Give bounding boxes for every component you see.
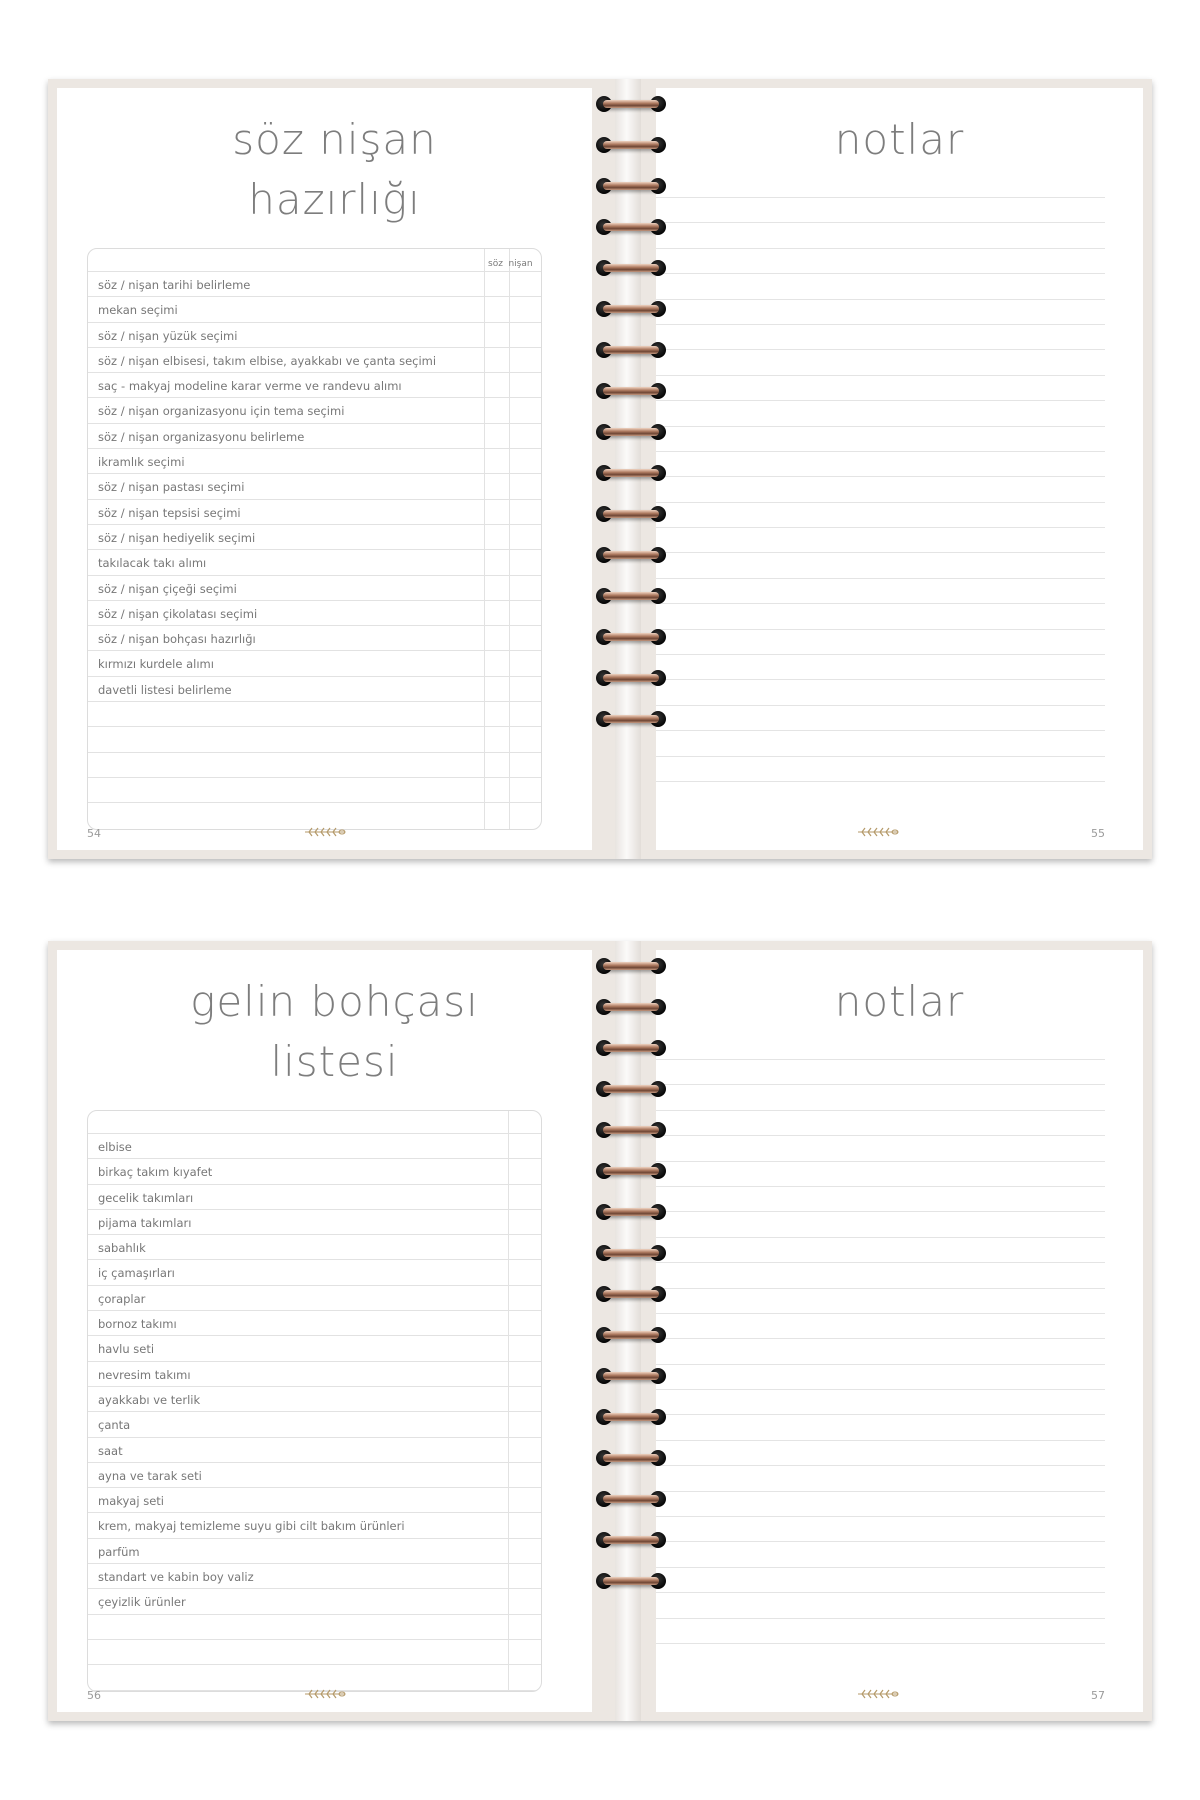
ruled-line[interactable] [656, 1618, 1105, 1643]
ruled-line[interactable] [656, 781, 1105, 806]
ruled-line[interactable] [656, 578, 1105, 603]
checklist-row[interactable] [88, 271, 541, 296]
binding-ring [603, 141, 659, 149]
ruled-line[interactable] [656, 629, 1105, 654]
binding-ring [603, 1126, 659, 1134]
ruled-line[interactable] [656, 1491, 1105, 1516]
spiral-coil [596, 341, 666, 359]
spiral-coil [596, 1490, 666, 1508]
spiral-coil [596, 505, 666, 523]
checklist-item-text: söz / nişan organizasyonu belirleme [98, 429, 305, 444]
column-header: söz [488, 259, 503, 269]
left-page [57, 88, 592, 850]
checklist-item-text: söz / nişan pastası seçimi [98, 480, 245, 495]
checklist-row[interactable] [88, 1437, 541, 1462]
laurel-branch-icon [303, 826, 347, 838]
binding-ring [603, 1577, 659, 1585]
binding-ring [603, 100, 659, 108]
checklist-item-text: mekan seçimi [98, 303, 178, 318]
ruled-line[interactable] [656, 756, 1105, 781]
spiral-coil [596, 259, 666, 277]
right-page [656, 88, 1143, 850]
binding-ring [603, 1167, 659, 1175]
checklist-row[interactable] [88, 1259, 541, 1284]
title-line-2: hazırlığı [248, 175, 421, 224]
checklist-item-text: davetli listesi belirleme [98, 682, 232, 697]
checklist-item-text: parfüm [98, 1544, 140, 1559]
ruled-line[interactable] [656, 1567, 1105, 1592]
checklist-item-text: saç - makyaj modeline karar verme ve randevu alımı [98, 379, 402, 394]
spiral-binding [568, 941, 678, 1721]
ruled-line[interactable] [656, 1084, 1105, 1109]
spiral-coil [596, 1121, 666, 1139]
ruled-line[interactable] [656, 1211, 1105, 1236]
checklist-row[interactable] [88, 1335, 541, 1360]
checklist-row[interactable] [88, 1184, 541, 1209]
spiral-coil [596, 1080, 666, 1098]
title-line-2: listesi [270, 1037, 399, 1086]
checklist-item-text: ayna ve tarak seti [98, 1468, 202, 1483]
binding-ring [603, 715, 659, 723]
spiral-coil [596, 382, 666, 400]
checklist-row[interactable] [88, 1158, 541, 1183]
checklist-row[interactable] [88, 347, 541, 372]
checklist-item-text: gecelik takımları [98, 1190, 194, 1205]
checklist-row[interactable] [88, 322, 541, 347]
binding-ring [603, 305, 659, 313]
spiral-coil [596, 1203, 666, 1221]
binding-ring [603, 387, 659, 395]
binding-ring [603, 1536, 659, 1544]
spiral-coil [596, 587, 666, 605]
ruled-line[interactable] [656, 552, 1105, 577]
spiral-coil [596, 1531, 666, 1549]
ruled-line[interactable] [656, 1186, 1105, 1211]
checklist-item-text: söz / nişan tepsisi seçimi [98, 505, 241, 520]
ruled-line[interactable] [656, 730, 1105, 755]
ruled-line[interactable] [656, 502, 1105, 527]
spiral-coil [596, 1367, 666, 1385]
ruled-line[interactable] [656, 1262, 1105, 1287]
ruled-line[interactable] [656, 1414, 1105, 1439]
binding-ring [603, 1290, 659, 1298]
checklist-row[interactable] [88, 1664, 541, 1689]
binding-ring [603, 1331, 659, 1339]
checklist-item-text: elbise [98, 1140, 132, 1154]
checklist-item-text: söz / nişan organizasyonu için tema seçimi [98, 404, 345, 419]
binding-ring [603, 264, 659, 272]
binding-ring [603, 1003, 659, 1011]
checklist-item-text: takılacak takı alımı [98, 556, 207, 571]
checklist-table [87, 1110, 542, 1692]
ruled-line[interactable] [656, 197, 1105, 222]
checklist-row[interactable] [88, 1285, 541, 1310]
checklist-row[interactable] [88, 1361, 541, 1386]
binding-ring [603, 1044, 659, 1052]
checklist-row[interactable] [88, 1614, 541, 1639]
checklist-item-text: söz / nişan hediyelik seçimi [98, 530, 256, 545]
spiral-coil [596, 998, 666, 1016]
page-title [77, 110, 592, 230]
checklist-row[interactable] [88, 600, 541, 625]
spiral-coil [596, 1449, 666, 1467]
ruled-line[interactable] [656, 705, 1105, 730]
ruled-line[interactable] [656, 603, 1105, 628]
ruled-line[interactable] [656, 324, 1105, 349]
checklist-item-text: nevresim takımı [98, 1367, 191, 1382]
spiral-coil [596, 628, 666, 646]
checklist-row[interactable] [88, 1563, 541, 1588]
ruled-line[interactable] [656, 1516, 1105, 1541]
notebook-spread [48, 79, 1152, 859]
binding-ring [603, 223, 659, 231]
checklist-item-text: krem, makyaj temizleme suyu gibi cilt bakım ürünleri [98, 1519, 405, 1534]
ruled-line[interactable] [656, 451, 1105, 476]
ruled-line[interactable] [656, 222, 1105, 247]
page-title [77, 972, 592, 1092]
ruled-line[interactable] [656, 375, 1105, 400]
left-page [57, 950, 592, 1712]
ruled-line[interactable] [656, 1541, 1105, 1566]
ruled-line[interactable] [656, 248, 1105, 273]
spiral-coil [596, 1408, 666, 1426]
laurel-branch-icon [856, 826, 900, 838]
checklist-row[interactable] [88, 726, 541, 751]
ruled-line[interactable] [656, 426, 1105, 451]
checklist-row[interactable] [88, 549, 541, 574]
checklist-item-text: söz / nişan çikolatası seçimi [98, 606, 258, 621]
laurel-branch-icon [303, 1688, 347, 1700]
ruled-line[interactable] [656, 1161, 1105, 1186]
checklist-row[interactable] [88, 1133, 541, 1158]
checklist-row[interactable] [88, 1310, 541, 1335]
checklist-table [87, 248, 542, 830]
checklist-row[interactable] [88, 448, 541, 473]
checklist-item-text: pijama takımları [98, 1215, 192, 1230]
checklist-row[interactable] [88, 777, 541, 802]
spiral-coil [596, 546, 666, 564]
ruled-line[interactable] [656, 1592, 1105, 1617]
checklist-item-text: söz / nişan çiçeği seçimi [98, 581, 237, 596]
table-header-row [88, 249, 541, 271]
spiral-binding [568, 79, 678, 859]
spiral-coil [596, 1244, 666, 1262]
checklist-item-text: standart ve kabin boy valiz [98, 1570, 254, 1585]
binding-ring [603, 633, 659, 641]
checklist-item-text: söz / nişan elbisesi, takım elbise, ayakkabı ve çanta seçimi [98, 353, 437, 368]
ruled-line[interactable] [656, 400, 1105, 425]
spiral-coil [596, 95, 666, 113]
table-header-row [88, 1111, 541, 1133]
right-page [656, 950, 1143, 1712]
ruled-line[interactable] [656, 1389, 1105, 1414]
ruled-line[interactable] [656, 476, 1105, 501]
laurel-branch-icon [856, 1688, 900, 1700]
checklist-row[interactable] [88, 625, 541, 650]
binding-ring [603, 1372, 659, 1380]
checklist-row[interactable] [88, 1411, 541, 1436]
binding-ring [603, 551, 659, 559]
notes-title: notlar [834, 115, 965, 164]
ruled-line[interactable] [656, 679, 1105, 704]
checklist-row[interactable] [88, 423, 541, 448]
spiral-coil [596, 1326, 666, 1344]
checklist-row[interactable] [88, 701, 541, 726]
ruled-line[interactable] [656, 527, 1105, 552]
binding-ring [603, 428, 659, 436]
binding-ring [603, 469, 659, 477]
checklist-item-text: kırmızı kurdele alımı [98, 657, 214, 672]
checklist-row[interactable] [88, 1588, 541, 1613]
binding-ring [603, 592, 659, 600]
ruled-line[interactable] [656, 1313, 1105, 1338]
title-line-1: gelin bohçası [190, 977, 479, 1026]
ruled-line[interactable] [656, 1338, 1105, 1363]
spiral-coil [596, 177, 666, 195]
ruled-line[interactable] [656, 1288, 1105, 1313]
binding-ring [603, 182, 659, 190]
checklist-item-text: saat [98, 1443, 123, 1458]
checklist-row[interactable] [88, 802, 541, 827]
column-header: nişan [508, 259, 533, 269]
binding-ring [603, 1208, 659, 1216]
spiral-coil [596, 1039, 666, 1057]
checklist-row[interactable] [88, 1639, 541, 1664]
checklist-item-text: ayakkabı ve terlik [98, 1392, 201, 1407]
title-line-1: söz nişan [232, 115, 437, 164]
checklist-item-text: söz / nişan yüzük seçimi [98, 328, 238, 343]
spiral-coil [596, 300, 666, 318]
checklist-row[interactable] [88, 752, 541, 777]
checklist-item-text: makyaj seti [98, 1494, 164, 1509]
binding-ring [603, 346, 659, 354]
page-number: 55 [1091, 827, 1105, 840]
checklist-item-text: havlu seti [98, 1342, 155, 1357]
spiral-coil [596, 464, 666, 482]
checklist-item-text: çeyizlik ürünler [98, 1595, 186, 1610]
spiral-coil [596, 423, 666, 441]
checklist-item-text: iç çamaşırları [98, 1266, 175, 1281]
checklist-row[interactable] [88, 397, 541, 422]
page-number: 54 [87, 827, 101, 840]
checklist-item-text: söz / nişan tarihi belirleme [98, 278, 251, 292]
checklist-item-text: söz / nişan bohçası hazırlığı [98, 632, 256, 647]
spiral-coil [596, 1285, 666, 1303]
binding-ring [603, 1413, 659, 1421]
binding-ring [603, 674, 659, 682]
ruled-line[interactable] [656, 299, 1105, 324]
ruled-line[interactable] [656, 1110, 1105, 1135]
ruled-line[interactable] [656, 654, 1105, 679]
checklist-row[interactable] [88, 473, 541, 498]
binding-ring [603, 1085, 659, 1093]
checklist-row[interactable] [88, 524, 541, 549]
spiral-coil [596, 957, 666, 975]
ruled-line[interactable] [656, 1440, 1105, 1465]
checklist-item-text: bornoz takımı [98, 1317, 177, 1332]
ruled-line[interactable] [656, 273, 1105, 298]
ruled-line[interactable] [656, 1364, 1105, 1389]
spiral-coil [596, 1572, 666, 1590]
ruled-line[interactable] [656, 1643, 1105, 1668]
binding-ring [603, 962, 659, 970]
checklist-item-text: birkaç takım kıyafet [98, 1165, 213, 1180]
checklist-item-text: ikramlık seçimi [98, 455, 185, 470]
checklist-row[interactable] [88, 499, 541, 524]
ruled-line[interactable] [656, 1465, 1105, 1490]
binding-ring [603, 1249, 659, 1257]
notes-lines [656, 197, 1105, 806]
checklist-row[interactable] [88, 1234, 541, 1259]
binding-ring [603, 510, 659, 518]
checklist-item-text: sabahlık [98, 1241, 146, 1256]
checklist-row[interactable] [88, 1538, 541, 1563]
spiral-coil [596, 669, 666, 687]
checklist-item-text: çoraplar [98, 1291, 146, 1306]
checklist-item-text: çanta [98, 1418, 131, 1433]
checklist-row[interactable] [88, 296, 541, 321]
spiral-coil [596, 136, 666, 154]
checklist-row[interactable] [88, 1487, 541, 1512]
checklist-row[interactable] [88, 650, 541, 675]
binding-ring [603, 1495, 659, 1503]
checklist-row[interactable] [88, 1512, 541, 1537]
ruled-line[interactable] [656, 1237, 1105, 1262]
spiral-coil [596, 710, 666, 728]
checklist-row[interactable] [88, 676, 541, 701]
spiral-coil [596, 218, 666, 236]
binding-ring [603, 1454, 659, 1462]
checklist-row[interactable] [88, 1462, 541, 1487]
page-number: 56 [87, 1689, 101, 1702]
checklist-row[interactable] [88, 575, 541, 600]
page-number: 57 [1091, 1689, 1105, 1702]
ruled-line[interactable] [656, 1135, 1105, 1160]
checklist-row[interactable] [88, 372, 541, 397]
checklist-row[interactable] [88, 1386, 541, 1411]
notes-title: notlar [834, 977, 965, 1026]
notebook-spread [48, 941, 1152, 1721]
checklist-row[interactable] [88, 1209, 541, 1234]
ruled-line[interactable] [656, 349, 1105, 374]
ruled-line[interactable] [656, 1059, 1105, 1084]
notes-lines [656, 1059, 1105, 1668]
spiral-coil [596, 1162, 666, 1180]
